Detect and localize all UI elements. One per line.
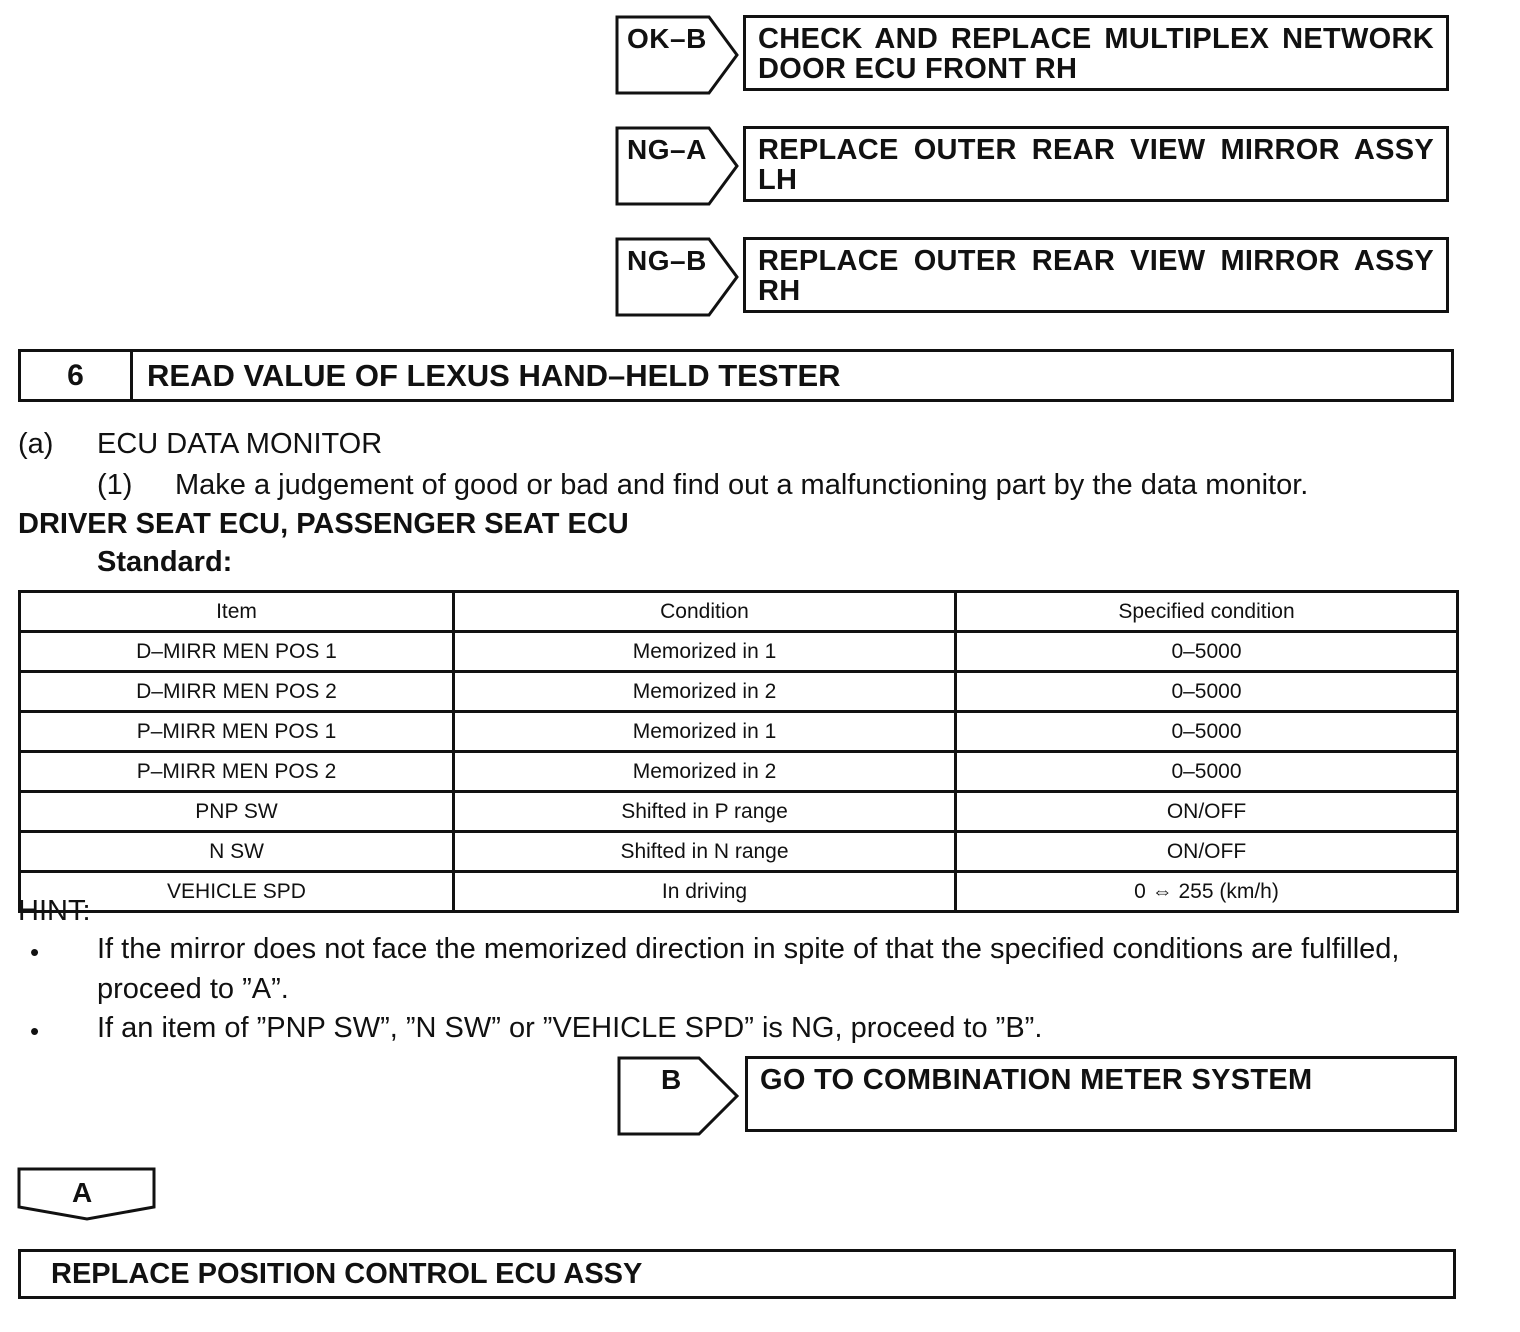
result-row-ng-b: [615, 237, 1455, 319]
result-code: OK–B: [627, 23, 707, 54]
result-code: A: [72, 1177, 93, 1208]
section-label: (a): [18, 428, 54, 460]
table-cell: Shifted in P range: [454, 792, 956, 832]
table-row: [20, 712, 1458, 752]
hint-bullet-text: If the mirror does not face the memorized direction in spite of that the specified conditions are fulfilled,: [97, 933, 1400, 965]
result-code: NG–B: [627, 245, 707, 276]
table-cell: PNP SW: [20, 792, 454, 832]
table-header-cell: Item: [20, 592, 454, 632]
final-action-box: REPLACE POSITION CONTROL ECU ASSY: [18, 1249, 1456, 1299]
table-cell: 0–5000: [956, 672, 1458, 712]
section-title: ECU DATA MONITOR: [97, 428, 383, 460]
table-row: [20, 872, 1458, 912]
result-action: REPLACE OUTER REAR VIEW MIRROR ASSY RH: [743, 237, 1449, 313]
result-row-b: [617, 1056, 1457, 1138]
result-row-ok-b: [615, 15, 1455, 97]
standard-table: [18, 590, 1459, 913]
result-code: NG–A: [627, 134, 707, 165]
table-row: [20, 832, 1458, 872]
table-cell: P–MIRR MEN POS 1: [20, 712, 454, 752]
table-cell: Memorized in 1: [454, 712, 956, 752]
table-cell: N SW: [20, 832, 454, 872]
result-action: REPLACE OUTER REAR VIEW MIRROR ASSY LH: [743, 126, 1449, 202]
table-cell: In driving: [454, 872, 956, 912]
result-action: CHECK AND REPLACE MULTIPLEX NETWORK DOOR ECU FRONT RH: [743, 15, 1449, 91]
table-cell: ON/OFF: [956, 792, 1458, 832]
table-cell: Shifted in N range: [454, 832, 956, 872]
step-header: [18, 349, 1454, 402]
table-cell: D–MIRR MEN POS 1: [20, 632, 454, 672]
result-row-ng-a: [615, 126, 1455, 208]
table-cell: VEHICLE SPD: [20, 872, 454, 912]
step-title: READ VALUE OF LEXUS HAND–HELD TESTER: [147, 358, 841, 393]
ecu-heading: DRIVER SEAT ECU, PASSENGER SEAT ECU: [18, 508, 629, 540]
table-cell: Memorized in 2: [454, 752, 956, 792]
step-number: 6: [21, 352, 133, 399]
table-row: [20, 672, 1458, 712]
table-row: [20, 632, 1458, 672]
result-code: B: [661, 1064, 682, 1095]
hint-bullet-text: proceed to ”A”.: [97, 973, 289, 1005]
table-header-row: [20, 592, 1458, 632]
table-cell: Memorized in 2: [454, 672, 956, 712]
table-row: [20, 792, 1458, 832]
bullet-dot-icon: •: [30, 1016, 40, 1046]
table-header-cell: Specified condition: [956, 592, 1458, 632]
bullet-dot-icon: •: [30, 937, 40, 967]
hint-bullet-text: If an item of ”PNP SW”, ”N SW” or ”VEHICLE SPD” is NG, proceed to ”B”.: [97, 1012, 1043, 1044]
table-cell: ON/OFF: [956, 832, 1458, 872]
table-cell: 0–5000: [956, 752, 1458, 792]
substep-text: Make a judgement of good or bad and find out a malfunctioning part by the data monitor.: [175, 469, 1309, 501]
table-cell: 0–5000: [956, 712, 1458, 752]
standard-label: Standard:: [97, 546, 233, 578]
table-cell: Memorized in 1: [454, 632, 956, 672]
result-action: GO TO COMBINATION METER SYSTEM: [745, 1056, 1457, 1132]
hint-label: HINT:: [18, 895, 91, 927]
table-cell: D–MIRR MEN POS 2: [20, 672, 454, 712]
table-cell: 0–5000: [956, 632, 1458, 672]
table-row: [20, 752, 1458, 792]
substep-label: (1): [97, 469, 133, 501]
table-cell: 0 ⇔ 255 (km/h): [956, 872, 1458, 912]
table-cell: P–MIRR MEN POS 2: [20, 752, 454, 792]
table-header-cell: Condition: [454, 592, 956, 632]
